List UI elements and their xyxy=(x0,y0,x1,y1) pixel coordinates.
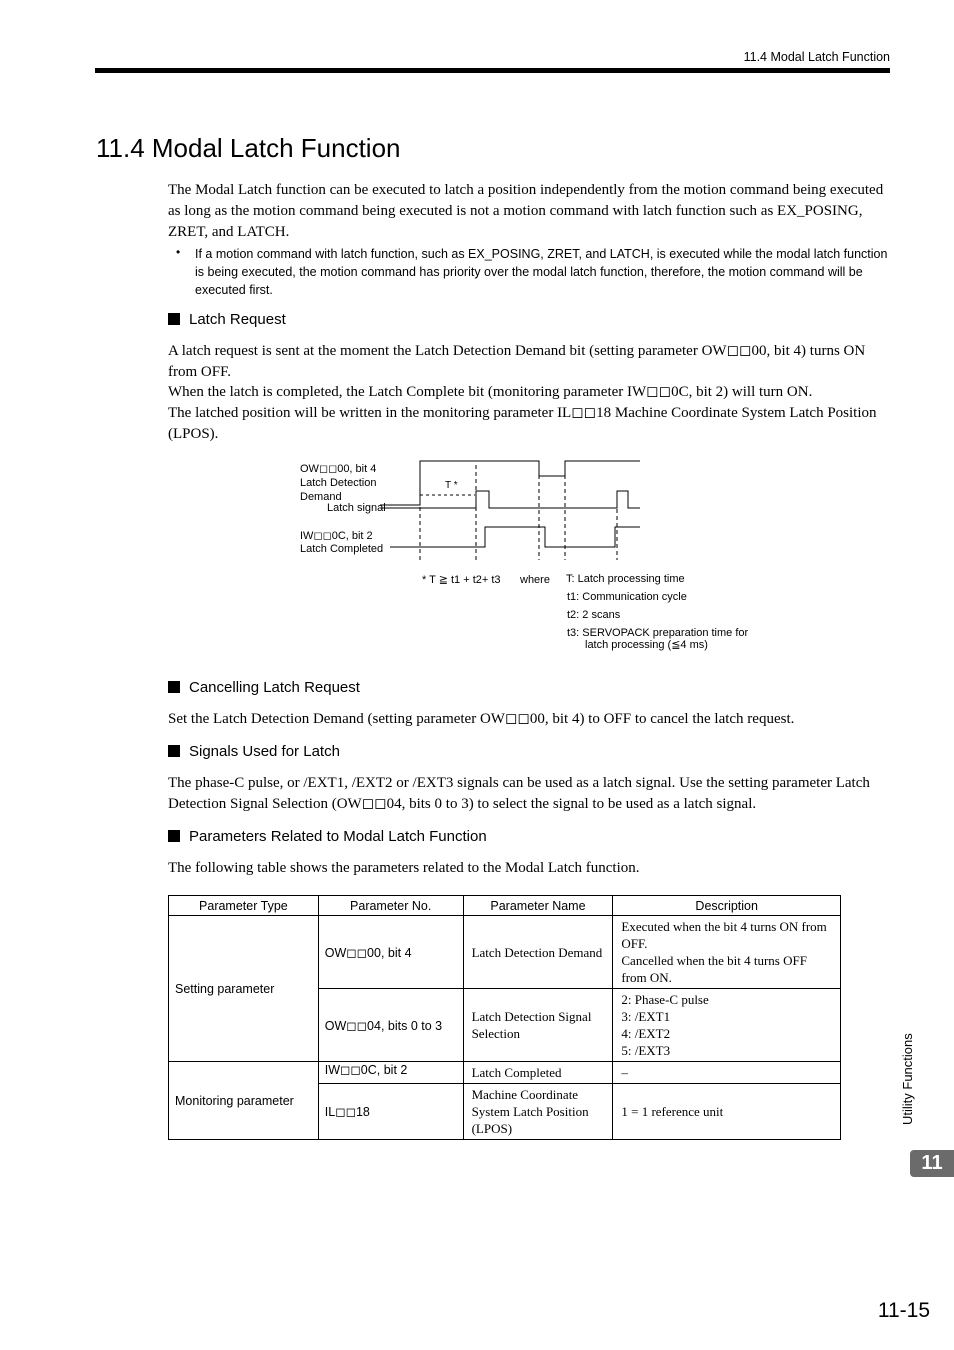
table-row xyxy=(169,1062,841,1084)
sig3-label-line2: Latch Completed xyxy=(300,543,384,555)
heading-cancelling: Cancelling Latch Request xyxy=(168,679,360,696)
page-number: 11-15 xyxy=(877,1299,930,1322)
square-bullet-icon xyxy=(168,313,180,325)
cell-name: Latch Detection Signal Selection xyxy=(463,989,613,1062)
col-header: Description xyxy=(613,896,841,916)
sig1-label-line1: OW◻◻00, bit 4 xyxy=(300,463,377,475)
col-header: Parameter Type xyxy=(169,896,319,916)
cell-name: Latch Completed xyxy=(463,1062,613,1084)
cell-no: OW◻◻00, bit 4 xyxy=(318,916,463,989)
header-rule xyxy=(95,68,890,73)
square-bullet-icon xyxy=(168,830,180,842)
cell-name: Latch Detection Demand xyxy=(463,916,613,989)
table-row xyxy=(169,916,841,989)
cell-desc: – xyxy=(613,1062,841,1084)
cell-type: Monitoring parameter xyxy=(169,1062,319,1140)
cell-no: OW◻◻04, bits 0 to 3 xyxy=(318,989,463,1062)
latch-request-line1: A latch request is sent at the moment the Latch Detection Demand bit (setting parameter OW◻◻00, bit 4) turns ON from OFF. xyxy=(168,343,866,380)
bullet-icon: • xyxy=(176,245,181,259)
square-bullet-icon xyxy=(168,745,180,757)
col-header: Parameter No. xyxy=(318,896,463,916)
def-t1: t1: Communication cycle xyxy=(567,591,687,603)
running-header: 11.4 Modal Latch Function xyxy=(743,50,890,64)
params-intro: The following table shows the parameters related to the Modal Latch function. xyxy=(168,860,640,876)
t-mark: T * xyxy=(445,480,458,491)
intro-paragraph: The Modal Latch function can be executed to latch a position independently from the motion command being executed as long as the motion command being executed is not a motion command with latch function such as EX_POSING, ZRET, and LATCH. xyxy=(168,182,884,240)
col-header: Parameter Name xyxy=(463,896,613,916)
latch-request-line2: When the latch is completed, the Latch Complete bit (monitoring parameter IW◻◻0C, bit 2) will turn ON. xyxy=(168,384,813,400)
square-bullet-icon xyxy=(168,681,180,693)
cell-desc: Executed when the bit 4 turns ON from OFF. Cancelled when the bit 4 turns OFF from ON. xyxy=(613,916,841,989)
where-label: where xyxy=(520,574,550,586)
heading-latch-request: Latch Request xyxy=(168,311,286,328)
chapter-tab: 11 xyxy=(910,1150,954,1177)
cell-no: IL◻◻18 xyxy=(318,1084,463,1140)
intro-bullet: If a motion command with latch function, such as EX_POSING, ZRET, and LATCH, is executed while the modal latch function is being executed, the motion command has priority over the modal latch function, therefore, the motion command will be executed first. xyxy=(195,247,888,297)
cell-desc: 1 = 1 reference unit xyxy=(613,1084,841,1140)
formula: * T ≧ t1 + t2+ t3 xyxy=(422,574,501,586)
waveform-latch-demand xyxy=(380,461,640,505)
cancelling-text: Set the Latch Detection Demand (setting parameter OW◻◻00, bit 4) to OFF to cancel the latch request. xyxy=(168,711,795,727)
sig1-label-line2: Latch Detection xyxy=(300,477,377,489)
def-t3b: latch processing (≦4 ms) xyxy=(585,639,708,651)
cell-no: IW◻◻0C, bit 2 xyxy=(318,1062,463,1084)
latch-timing-diagram xyxy=(295,455,775,665)
heading-signals: Signals Used for Latch xyxy=(168,743,340,760)
parameter-table xyxy=(168,895,841,1140)
signals-text: The phase-C pulse, or /EXT1, /EXT2 or /EXT3 signals can be used as a latch signal. Use the setting parameter Latch Detection Signal Selection (OW◻◻04, bits 0 to 3) to select the signal to be used as a latch signal. xyxy=(168,775,870,812)
side-chapter-label: Utility Functions xyxy=(900,1033,915,1125)
section-title: 11.4 Modal Latch Function xyxy=(96,133,401,163)
def-t3: t3: SERVOPACK preparation time for xyxy=(567,627,749,639)
latch-request-line3: The latched position will be written in the monitoring parameter IL◻◻18 Machine Coordinate System Latch Position (LPOS). xyxy=(168,405,877,442)
table-header-row xyxy=(169,896,841,916)
sig1-label-line3: Demand xyxy=(300,491,342,503)
sig2-label: Latch signal xyxy=(327,502,386,514)
def-T: T: Latch processing time xyxy=(566,573,685,585)
def-t2: t2: 2 scans xyxy=(567,609,621,621)
heading-params: Parameters Related to Modal Latch Function xyxy=(168,828,487,845)
waveform-latch-completed xyxy=(390,527,640,547)
cell-desc: 2: Phase-C pulse 3: /EXT1 4: /EXT2 5: /EXT3 xyxy=(613,989,841,1062)
cell-type: Setting parameter xyxy=(169,916,319,1062)
cell-name: Machine Coordinate System Latch Position (LPOS) xyxy=(463,1084,613,1140)
sig3-label-line1: IW◻◻0C, bit 2 xyxy=(300,530,373,542)
